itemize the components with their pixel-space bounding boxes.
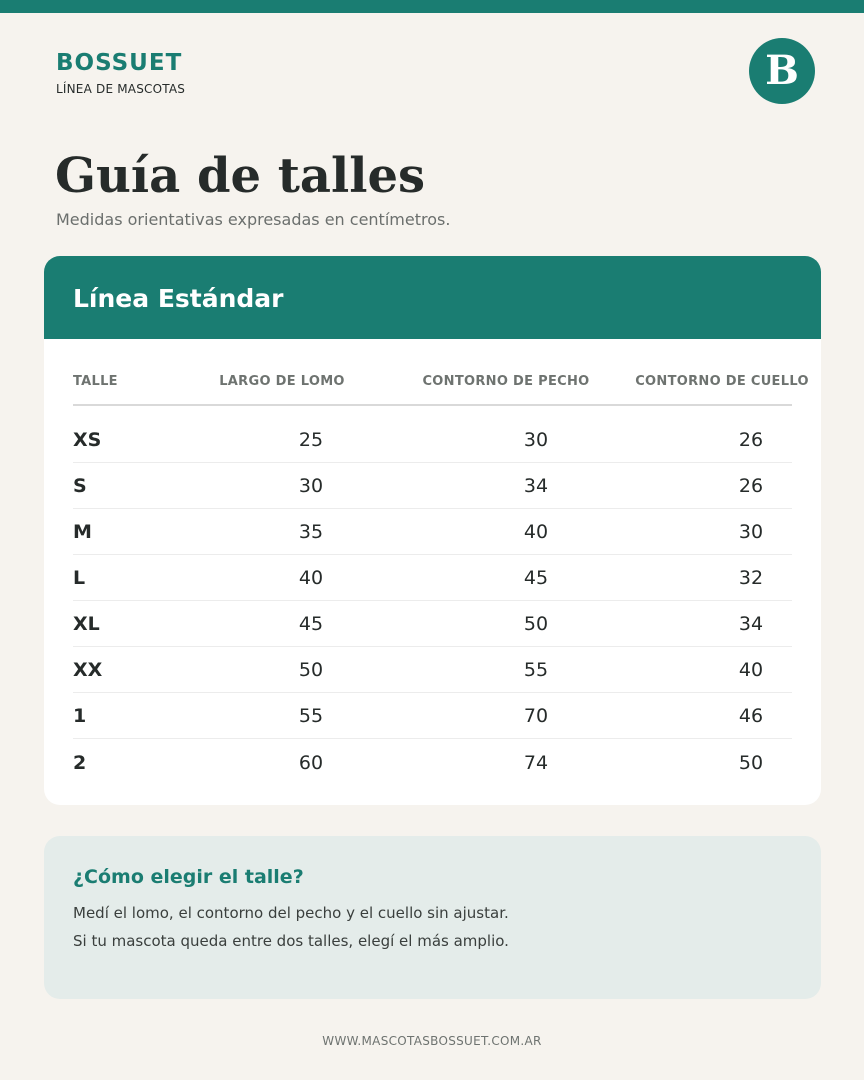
back-length-cell: 55 xyxy=(298,705,324,727)
size-table-title: Línea Estándar xyxy=(73,284,284,313)
column-header-chest: CONTORNO DE PECHO xyxy=(422,374,590,389)
chest-cell: 34 xyxy=(523,475,549,497)
table-row xyxy=(73,693,792,739)
back-length-cell: 35 xyxy=(298,521,324,543)
table-row xyxy=(73,601,792,647)
footer-website: WWW.MASCOTASBOSSUET.COM.AR xyxy=(322,1034,542,1048)
row-divider xyxy=(73,738,792,739)
chest-cell: 45 xyxy=(523,567,549,589)
tip-line: Si tu mascota queda entre dos talles, elegí el más amplio. xyxy=(73,932,509,950)
table-row xyxy=(73,740,792,786)
neck-cell: 26 xyxy=(738,429,764,451)
table-row xyxy=(73,417,792,463)
back-length-cell: 30 xyxy=(298,475,324,497)
neck-cell: 50 xyxy=(738,752,764,774)
brand-subtitle: LÍNEA DE MASCOTAS xyxy=(56,82,186,96)
neck-cell: 30 xyxy=(738,521,764,543)
size-cell: XS xyxy=(73,429,102,451)
column-header-neck: CONTORNO DE CUELLO xyxy=(635,374,809,389)
chest-cell: 70 xyxy=(523,705,549,727)
brand-name: BOSSUET xyxy=(56,50,183,76)
column-header-size: TALLE xyxy=(73,374,118,389)
chest-cell: 50 xyxy=(523,613,549,635)
size-table-card xyxy=(44,256,821,805)
brand-logo: B xyxy=(749,38,815,104)
size-cell: L xyxy=(73,567,86,589)
back-length-cell: 45 xyxy=(298,613,324,635)
back-length-cell: 60 xyxy=(298,752,324,774)
size-cell: S xyxy=(73,475,87,497)
chest-cell: 40 xyxy=(523,521,549,543)
sizing-tips-box xyxy=(44,836,821,999)
back-length-cell: 25 xyxy=(298,429,324,451)
page-subtitle: Medidas orientativas expresadas en centímetros. xyxy=(56,210,451,229)
tip-line: Medí el lomo, el contorno del pecho y el cuello sin ajustar. xyxy=(73,904,509,922)
neck-cell: 32 xyxy=(738,567,764,589)
chest-cell: 74 xyxy=(523,752,549,774)
chest-cell: 30 xyxy=(523,429,549,451)
column-header-back-length: LARGO DE LOMO xyxy=(219,374,345,389)
neck-cell: 40 xyxy=(738,659,764,681)
tips-title: ¿Cómo elegir el talle? xyxy=(73,866,304,888)
chest-cell: 55 xyxy=(523,659,549,681)
size-cell: 1 xyxy=(73,705,87,727)
table-row xyxy=(73,509,792,555)
table-row xyxy=(73,647,792,693)
header-divider xyxy=(73,404,792,406)
size-cell: 2 xyxy=(73,752,87,774)
page-title: Guía de talles xyxy=(55,148,426,204)
table-row xyxy=(73,463,792,509)
neck-cell: 46 xyxy=(738,705,764,727)
back-length-cell: 50 xyxy=(298,659,324,681)
size-cell: XX xyxy=(73,659,103,681)
neck-cell: 34 xyxy=(738,613,764,635)
top-accent-bar xyxy=(0,0,864,13)
table-row xyxy=(73,555,792,601)
size-cell: XL xyxy=(73,613,100,635)
back-length-cell: 40 xyxy=(298,567,324,589)
size-cell: M xyxy=(73,521,92,543)
neck-cell: 26 xyxy=(738,475,764,497)
